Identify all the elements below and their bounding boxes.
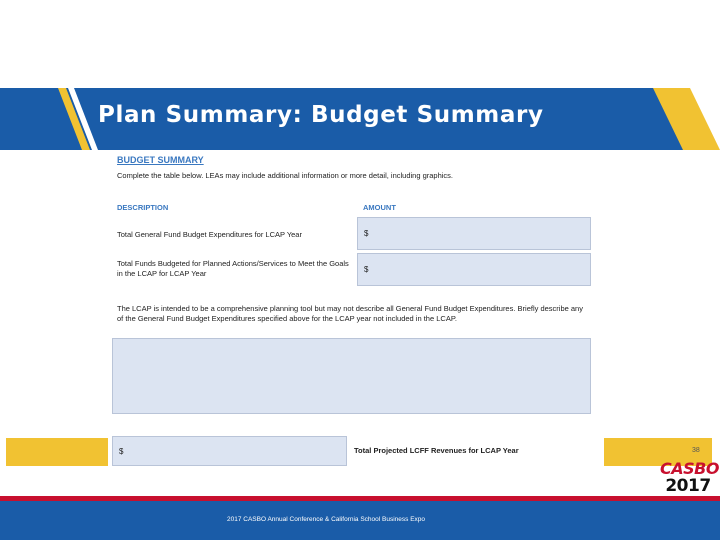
logo-wordmark: CASBO (660, 459, 719, 478)
logo-year: 2017 (665, 476, 711, 496)
page-number: 38 (692, 447, 700, 454)
gold-accent-left (6, 438, 108, 466)
form-instructions: Complete the table below. LEAs may include additional information or more detail, including graphics. (117, 171, 454, 180)
planned-actions-amount-field[interactable] (357, 253, 591, 286)
general-fund-label: Total General Fund Budget Expenditures for LCAP Year (117, 230, 302, 239)
footer-text: 2017 CASBO Annual Conference & California School Business Expo (227, 516, 426, 523)
lcff-amount-value: $ (119, 447, 124, 456)
lcap-description-prompt: The LCAP is intended to be a comprehensive planning tool but may not describe all General Fund Budget Expenditures. Briefly describe any of the General Fund Budget Expenditures specified above for the LCAP year not included in the LCAP. (117, 304, 583, 323)
general-fund-amount-value: $ (364, 229, 369, 238)
form-heading: BUDGET SUMMARY (117, 155, 204, 165)
planned-actions-amount-value: $ (364, 265, 369, 274)
lcff-amount-field[interactable] (112, 436, 347, 466)
footer-bar (0, 501, 720, 540)
title-banner (0, 88, 720, 150)
description-column-header: DESCRIPTION (117, 203, 169, 212)
slide-title: Plan Summary: Budget Summary (98, 102, 544, 128)
budget-summary-form (108, 150, 604, 468)
general-fund-amount-field[interactable] (357, 217, 591, 250)
lcff-label: Total Projected LCFF Revenues for LCAP Year (354, 446, 519, 455)
planned-actions-label: Total Funds Budgeted for Planned Actions/Services to Meet the Goals in the LCAP for LCAP Year (117, 259, 349, 278)
lcap-description-textarea[interactable] (112, 338, 591, 414)
amount-column-header: AMOUNT (363, 203, 396, 212)
casbo-logo (660, 459, 719, 496)
